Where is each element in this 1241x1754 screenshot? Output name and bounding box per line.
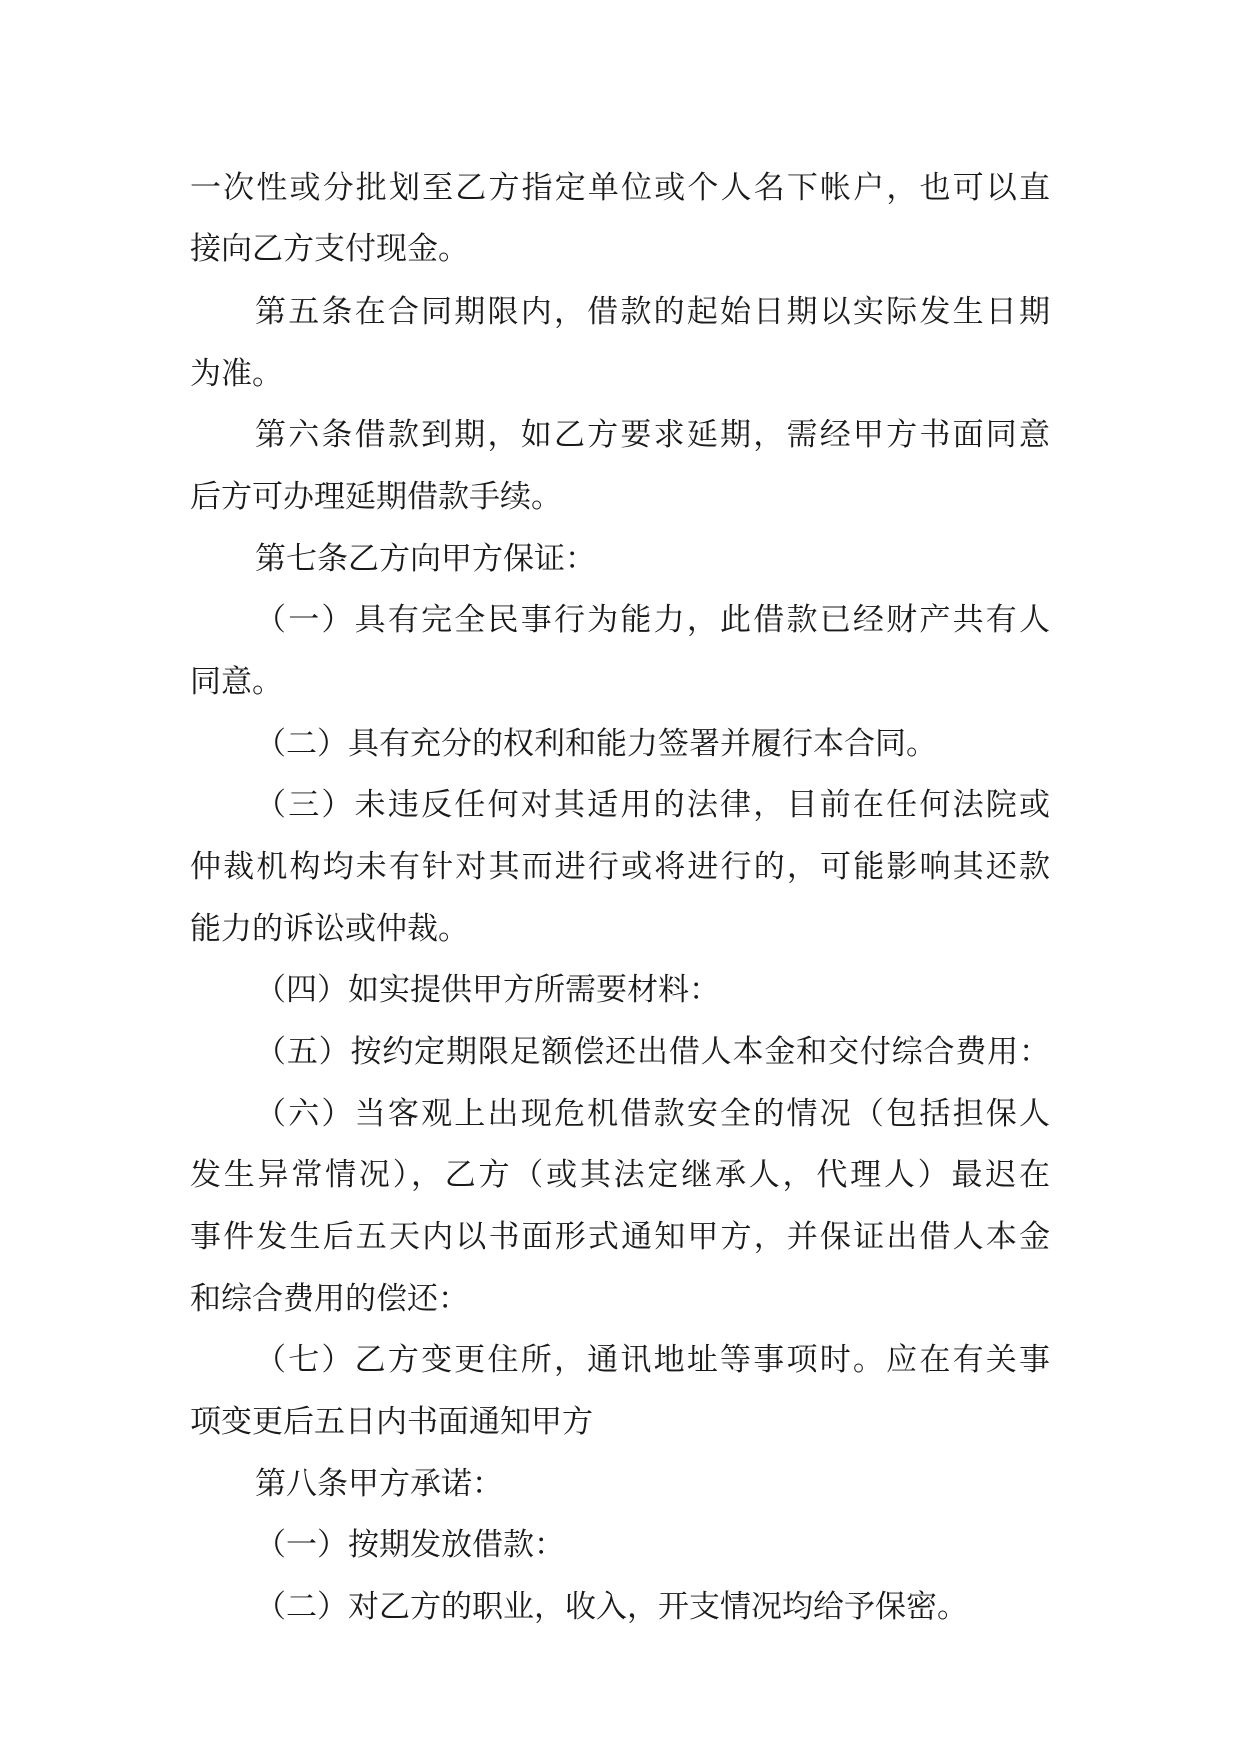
paragraph-line: 项变更后五日内书面通知甲方 [190, 1404, 593, 1440]
paragraph-line: （二）对乙方的职业，收入，开支情况均给予保密。 [255, 1589, 968, 1625]
paragraph-line: 事件发生后五天内以书面形式通知甲方，并保证出借人本金 [190, 1219, 1050, 1255]
paragraph-line: 一次性或分批划至乙方指定单位或个人名下帐户，也可以直 [190, 170, 1050, 206]
paragraph-line: 第五条在合同期限内，借款的起始日期以实际发生日期 [255, 294, 1050, 330]
paragraph-line: 和综合费用的偿还： [190, 1281, 469, 1317]
paragraph-line: 第八条甲方承诺： [255, 1466, 503, 1502]
paragraph-line: （四）如实提供甲方所需要材料： [255, 972, 720, 1008]
paragraph-line: 同意。 [190, 664, 283, 700]
paragraph-line: （三）未违反任何对其适用的法律，目前在任何法院或 [255, 787, 1050, 823]
paragraph-line: （一）具有完全民事行为能力，此借款已经财产共有人 [255, 602, 1050, 638]
paragraph-line: （六）当客观上出现危机借款安全的情况（包括担保人 [255, 1096, 1050, 1132]
paragraph-line: 后方可办理延期借款手续。 [190, 479, 562, 515]
paragraph-line: 仲裁机构均未有针对其而进行或将进行的，可能影响其还款 [190, 849, 1050, 885]
paragraph-line: 第七条乙方向甲方保证： [255, 541, 596, 577]
paragraph-line: （七）乙方变更住所，通讯地址等事项时。应在有关事 [255, 1342, 1050, 1378]
paragraph-line: 发生异常情况），乙方（或其法定继承人，代理人）最迟在 [190, 1157, 1050, 1193]
paragraph-line: （一）按期发放借款： [255, 1527, 565, 1563]
paragraph-line: 接向乙方支付现金。 [190, 231, 469, 267]
paragraph-line: （五）按约定期限足额偿还出借人本金和交付综合费用： [255, 1034, 1050, 1070]
paragraph-line: 第六条借款到期，如乙方要求延期，需经甲方书面同意 [255, 417, 1050, 453]
paragraph-line: 能力的诉讼或仲裁。 [190, 911, 469, 947]
paragraph-line: （二）具有充分的权利和能力签署并履行本合同。 [255, 726, 937, 762]
paragraph-line: 为准。 [190, 356, 283, 392]
